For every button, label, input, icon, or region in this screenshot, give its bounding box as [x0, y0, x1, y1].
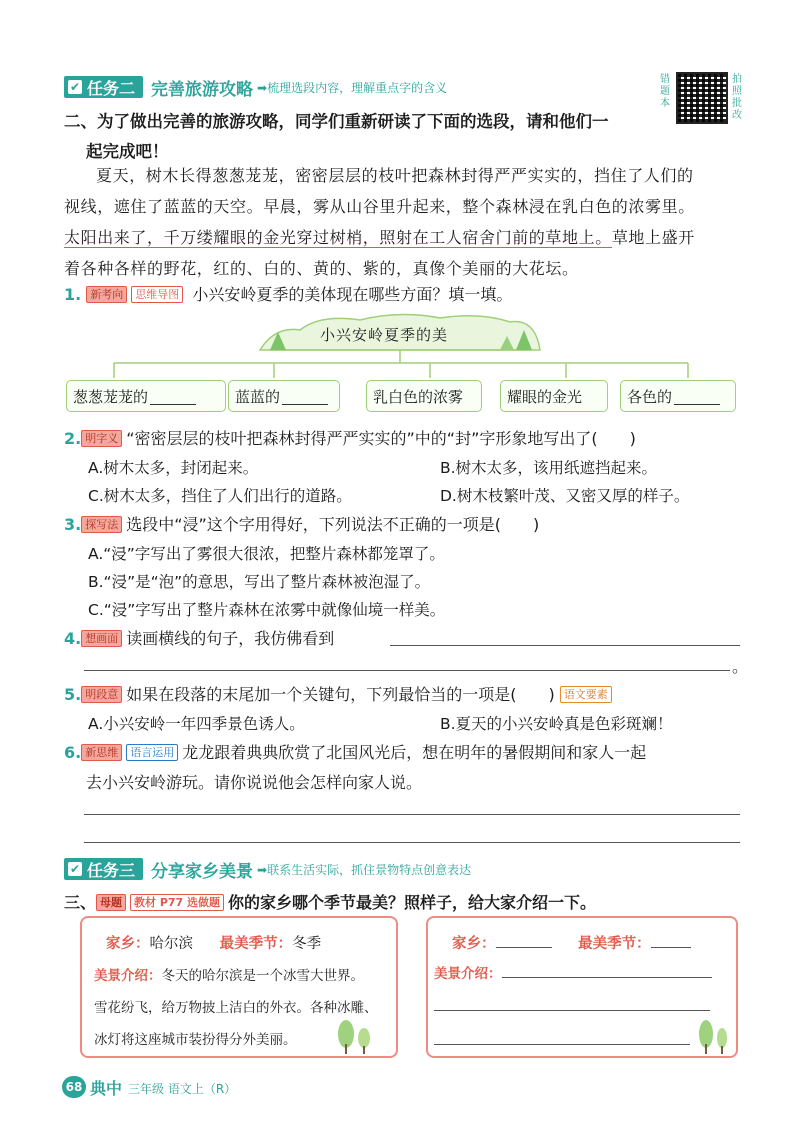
q2-option-c[interactable]: C.树木太多，挡住了人们出行的道路。 — [88, 487, 352, 505]
section3-tag-a: 母题 — [96, 894, 126, 911]
passage-line1: 夏天，树木长得葱葱茏茏，密密层层的枝叶把森林封得严严实实的，挡住了人们的 — [96, 166, 694, 185]
underlined-sentence: 太阳出来了，千万缕耀眼的金光穿过树梢，照射在工人宿舍门前的草地上。 — [64, 228, 612, 247]
q3-option-a[interactable]: A.“浸”字写出了雾很大很浓，把整片森林都笼罩了。 — [88, 545, 445, 563]
blank-home-row: 家乡： 最美季节： — [452, 932, 691, 953]
q6-answer-line-1[interactable] — [84, 814, 740, 815]
qr-code-icon[interactable] — [676, 72, 728, 124]
example-intro-2: 雪花纷飞，给万物披上洁白的外衣。各种冰雕、 — [94, 1000, 378, 1016]
page-number: 68 — [62, 1076, 86, 1098]
checkbox-icon: ✔ — [69, 862, 81, 876]
q2-option-d[interactable]: D.树木枝繁叶茂、又密又厚的样子。 — [440, 487, 690, 505]
season-input[interactable] — [651, 933, 691, 948]
q4-stem: 4. 想画面 读画横线的句子，我仿佛看到 — [64, 629, 335, 648]
footer-grade: 三年级 语文上（R） — [128, 1082, 237, 1096]
qr-right-label: 拍照批改 — [732, 74, 742, 121]
task2-header — [64, 76, 447, 98]
q4-answer-line-1[interactable] — [390, 645, 740, 646]
q5-option-a[interactable]: A.小兴安岭一年四季景色诱人。 — [88, 715, 305, 733]
q6-tag-a: 新思维 — [81, 744, 122, 761]
blank-field[interactable] — [150, 388, 196, 405]
map-box-2[interactable]: 蓝蓝的 — [228, 380, 340, 412]
map-box-4: 耀眼的金光 — [500, 380, 608, 412]
example-intro-3: 冰灯将这座城市装扮得分外美丽。 — [94, 1032, 297, 1048]
map-box-3: 乳白色的浓雾 — [366, 380, 482, 412]
passage-line2: 视线，遮住了蓝蓝的天空。早晨，雾从山谷里升起来，整个森林浸在乳白色的浓雾里。 — [64, 197, 695, 216]
q3-stem: 3. 探写法 选段中“浸”这个字用得好，下列说法不正确的一项是( ) — [64, 515, 540, 534]
intro-input-1[interactable] — [502, 963, 712, 978]
task2-badge: ✔ 任务二 — [64, 76, 143, 98]
map-box-1[interactable]: 葱葱茏茏的 — [66, 380, 226, 412]
q3-option-c[interactable]: C.“浸”字写出了整片森林在浓雾中就像仙境一样美。 — [88, 601, 446, 619]
passage-line4: 着各种各样的野花，红的、白的、黄的、紫的，真像个美丽的大花坛。 — [64, 259, 579, 278]
checkbox-icon: ✔ — [69, 80, 81, 94]
q5-tag: 明段意 — [81, 686, 122, 703]
q6-stem: 6. 新思维 语言运用 龙龙跟着典典欣赏了北国风光后，想在明年的暑假期间和家人一起 — [64, 743, 647, 762]
blank-intro-row: 美景介绍： — [434, 962, 712, 982]
example-intro-1: 美景介绍：冬天的哈尔滨是一个冰雪大世界。 — [94, 968, 364, 984]
q1-tag-b: 思维导图 — [131, 286, 183, 303]
q1-stem: 1. 新考向 思维导图 小兴安岭夏季的美体现在哪些方面？填一填。 — [64, 285, 513, 304]
q2-tag: 明字义 — [81, 430, 122, 447]
blank-field[interactable] — [674, 388, 720, 405]
task3-subtitle: ➡联系生活实际，抓住景物特点创意表达 — [257, 862, 472, 877]
section2-line1: 二、为了做出完善的旅游攻略，同学们重新研读了下面的选段，请和他们一 — [64, 112, 609, 131]
q6-answer-line-2[interactable] — [84, 842, 740, 843]
passage-line3: 太阳出来了，千万缕耀眼的金光穿过树梢，照射在工人宿舍门前的草地上。草地上盛开 — [64, 228, 695, 247]
home-input[interactable] — [496, 933, 552, 948]
q2-option-b[interactable]: B.树木太多，该用纸遮挡起来。 — [440, 459, 658, 477]
task3-header — [64, 858, 471, 880]
tree-icon — [330, 1018, 394, 1056]
brand-logo: 典中 — [90, 1079, 123, 1098]
q6-stem-2: 去小兴安岭游玩。请你说说他会怎样向家人说。 — [86, 773, 423, 792]
q6-tag-b: 语言运用 — [126, 744, 178, 761]
task2-subtitle: ➡梳理选段内容，理解重点字的含义 — [257, 80, 448, 95]
q4-end: 。 — [732, 657, 749, 676]
intro-input-3[interactable] — [434, 1044, 690, 1045]
q1-tag-a: 新考向 — [86, 286, 127, 303]
q3-option-b[interactable]: B.“浸”是“泡”的意思，写出了整片森林被泡湿了。 — [88, 573, 431, 591]
q3-tag: 探写法 — [81, 516, 122, 533]
q5-option-b[interactable]: B.夏天的小兴安岭真是色彩斑斓！ — [440, 715, 673, 733]
section3-tag-b: 教材 P77 选做题 — [130, 894, 224, 911]
section2-line2: 起完成吧！ — [86, 142, 169, 161]
blank-card — [426, 916, 738, 1058]
task3-badge: ✔ 任务三 — [64, 858, 143, 880]
intro-input-2[interactable] — [434, 1010, 710, 1011]
task2-title: 完善旅游攻略 — [151, 79, 254, 100]
q4-answer-line-2[interactable] — [84, 670, 730, 671]
map-box-5[interactable]: 各色的 — [620, 380, 736, 412]
q5-stem: 5. 明段意 如果在段落的末尾加一个关键句，下列最恰当的一项是( ) 语文要素 — [64, 682, 616, 705]
q4-tag: 想画面 — [81, 630, 122, 647]
q2-stem: 2. 明字义 “密密层层的枝叶把森林封得严严实实的”中的“封”字形象地写出了( ) — [64, 429, 636, 448]
q5-tag-2: 语文要素 — [560, 686, 612, 703]
example-home-row: 家乡：哈尔滨 最美季节：冬季 — [106, 935, 322, 952]
task3-title: 分享家乡美景 — [151, 861, 254, 882]
qr-left-label: 错题本 — [660, 74, 670, 109]
example-card — [80, 916, 398, 1058]
mind-map-title: 小兴安岭夏季的美 — [320, 326, 449, 344]
section3-stem: 三、 母题 教材 P77 选做题 你的家乡哪个季节最美？照样子，给大家介绍一下。 — [64, 893, 597, 912]
tree-icon — [690, 1014, 736, 1056]
blank-field[interactable] — [282, 388, 328, 405]
q2-option-a[interactable]: A.树木太多，封闭起来。 — [88, 459, 259, 477]
